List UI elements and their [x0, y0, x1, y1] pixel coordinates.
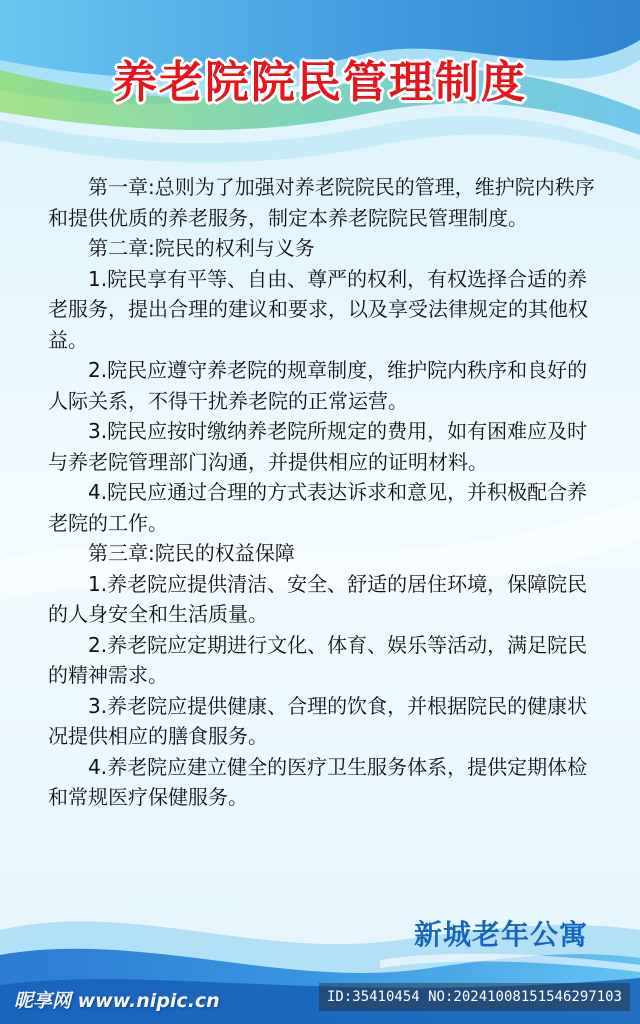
- paragraph-rights-2: 2.院民应遵守养老院的规章制度，维护院内秩序和良好的人际关系，不得干扰养老院的正常运营。: [48, 358, 588, 413]
- paragraph-chapter-3-heading: 第三章:院民的权益保障: [88, 541, 295, 565]
- paragraph-rights-4: 4.院民应通过合理的方式表达诉求和意见，并积极配合养老院的工作。: [48, 480, 588, 535]
- paragraph-protection-3: 3.养老院应提供健康、合理的饮食，并根据院民的健康状况提供相应的膳食服务。: [48, 693, 588, 748]
- organization-name: 新城老年公寓: [413, 918, 588, 951]
- paragraph-protection-2: 2.养老院应定期进行文化、体育、娱乐等活动，满足院民的精神需求。: [48, 632, 588, 687]
- paragraph-protection-4: 4.养老院应建立健全的医疗卫生服务体系，提供定期体检和常规医疗保健服务。: [48, 754, 588, 809]
- page-title: 养老院院民管理制度: [113, 57, 527, 108]
- paragraph-chapter-2-heading: 第二章:院民的权利与义务: [88, 236, 315, 260]
- watermark-site: 昵享网 www.nipic.cn: [14, 990, 220, 1012]
- paragraph-rights-3: 3.院民应按时缴纳养老院所规定的费用，如有困难应及时与养老院管理部门沟通，并提供相应的证明材料。: [48, 419, 588, 474]
- paragraph-chapter-1: 第一章:总则为了加强对养老院院民的管理，维护院内秩序和提供优质的养老服务，制定本养老院院民管理制度。: [48, 175, 595, 230]
- paragraph-protection-1: 1.养老院应提供清洁、安全、舒适的居住环境，保障院民的人身安全和生活质量。: [48, 571, 588, 626]
- rules-body: [48, 172, 596, 813]
- paragraph-rights-1: 1.院民享有平等、自由、尊严的权利，有权选择合适的养老服务，提出合理的建议和要求，以及享受法律规定的其他权益。: [48, 266, 588, 352]
- watermark-id: ID:35410454 NO:20241008151546297103: [319, 983, 630, 1011]
